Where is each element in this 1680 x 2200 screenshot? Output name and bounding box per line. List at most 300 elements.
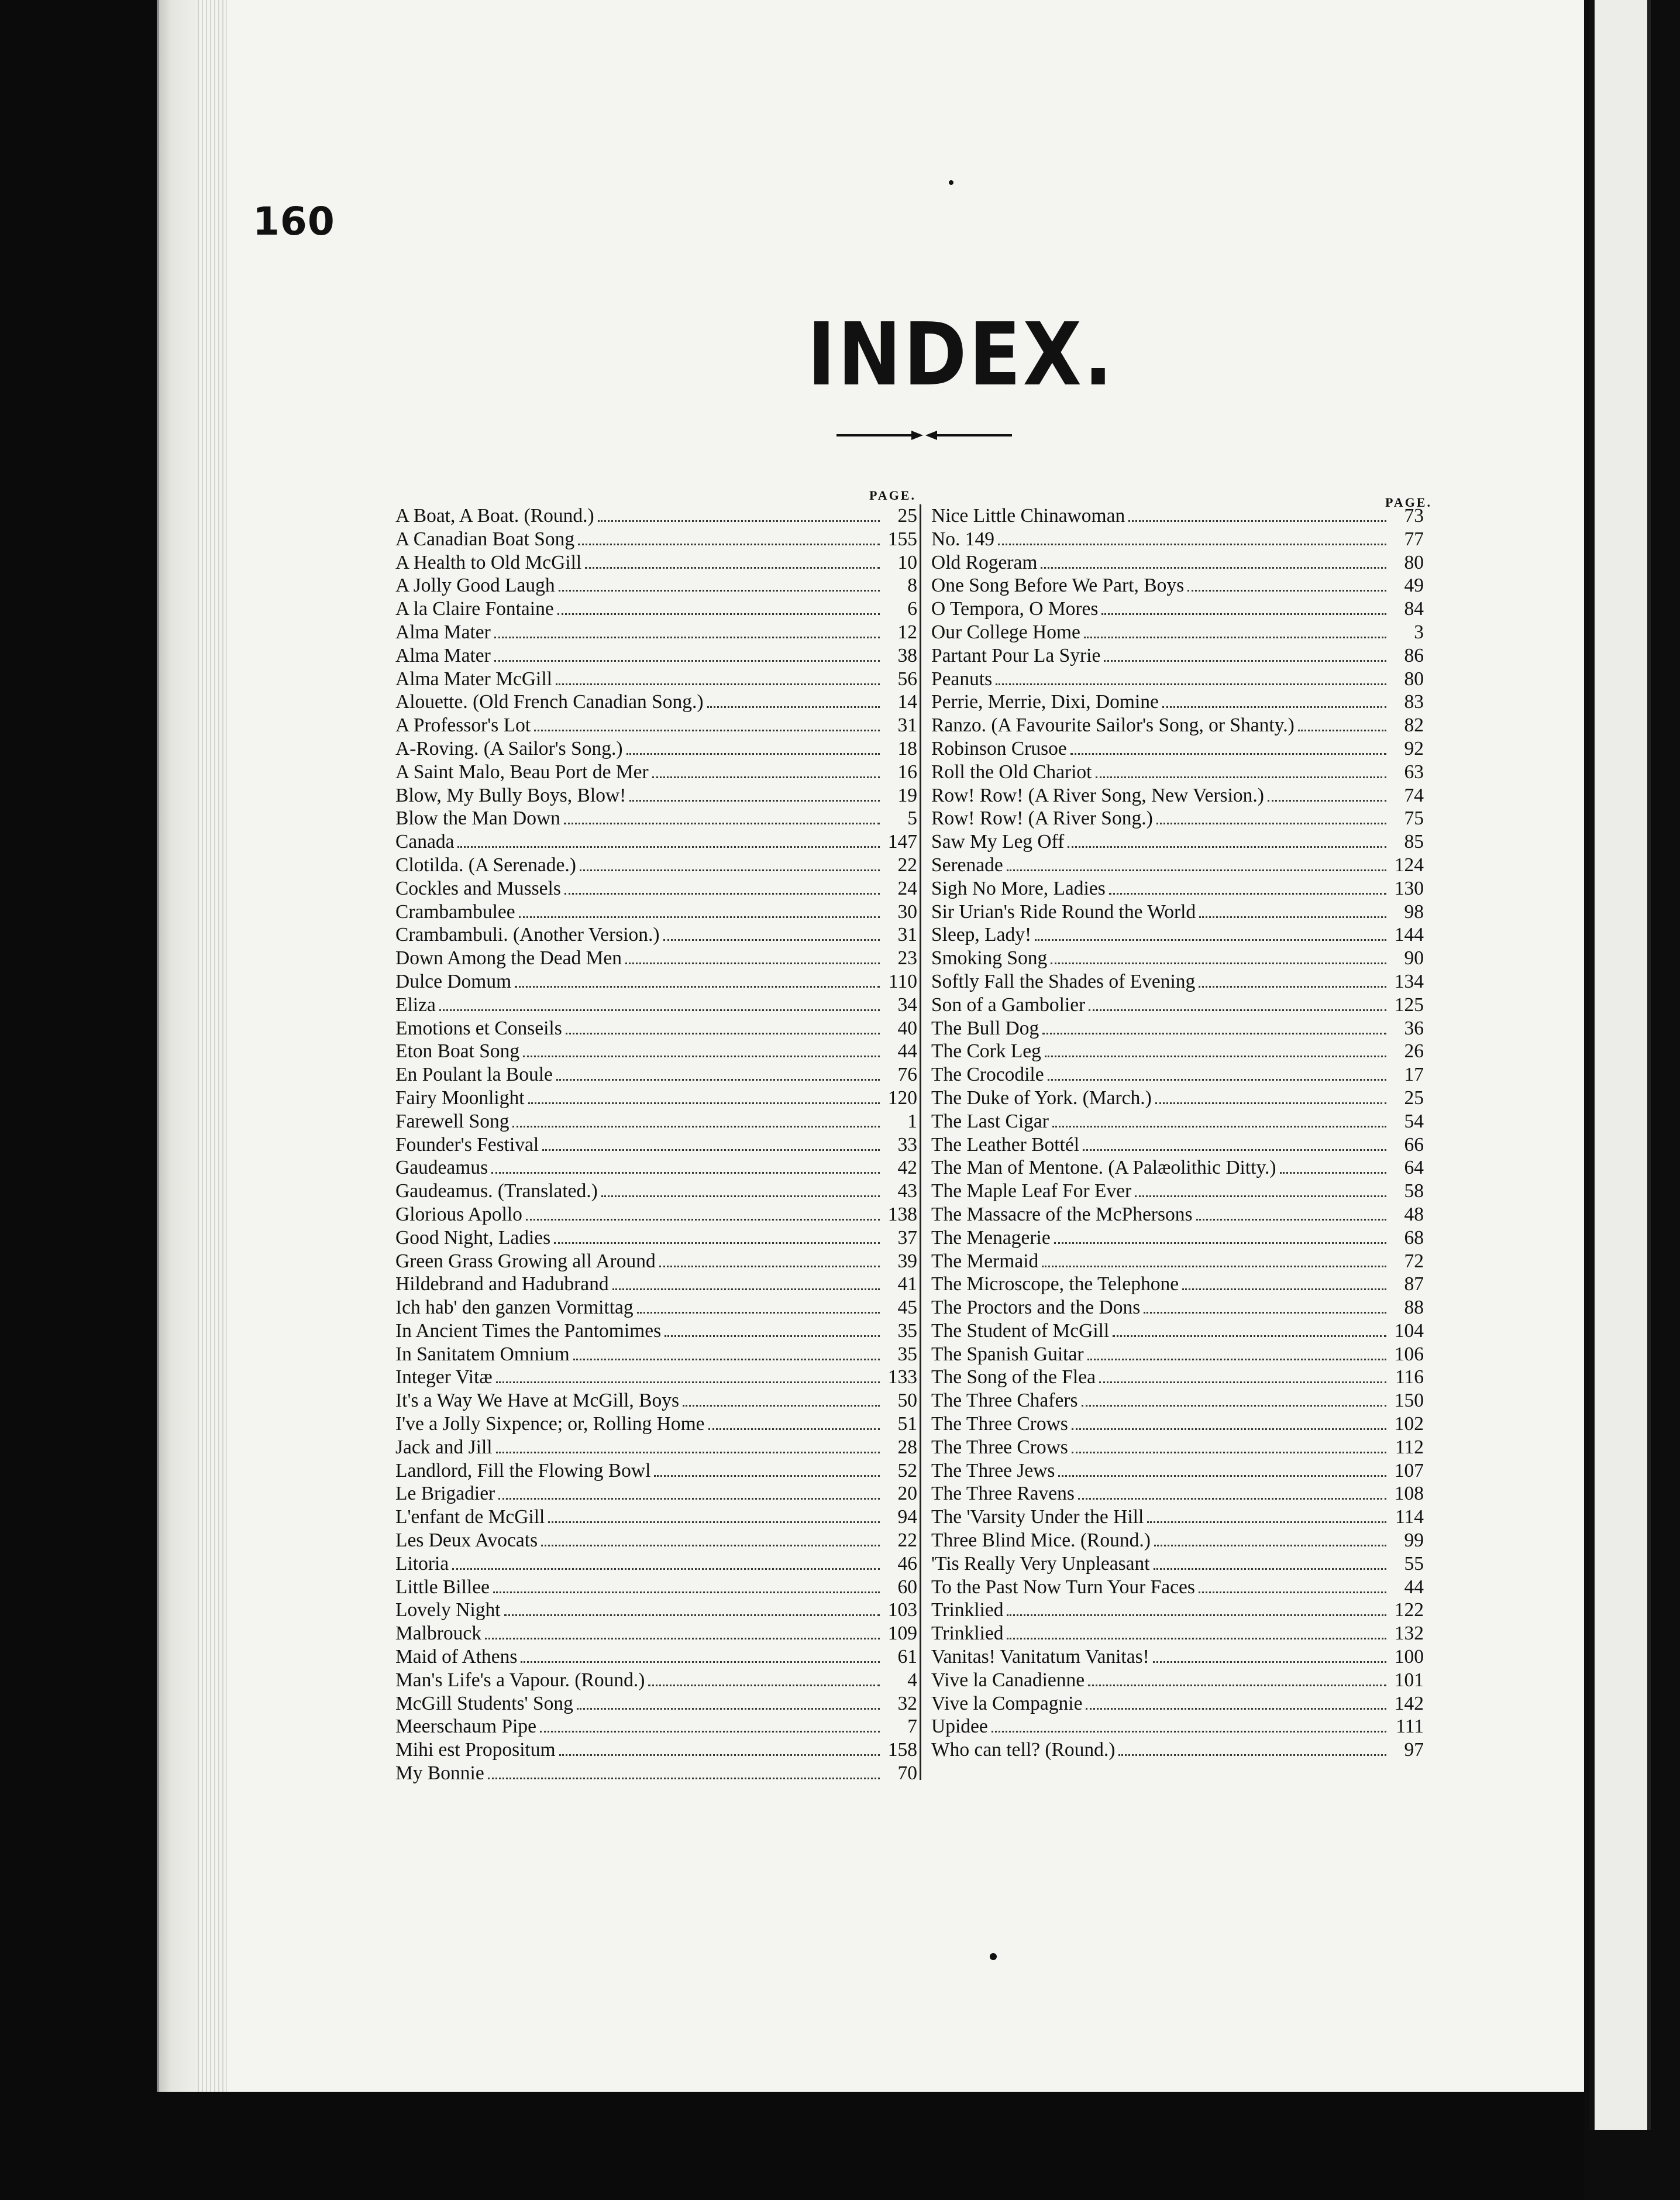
- dot-leader: [559, 1754, 880, 1756]
- dot-leader: [659, 1266, 880, 1267]
- entry-title: Ranzo. (A Favourite Sailor's Song, or Shanty.): [931, 714, 1295, 737]
- index-entry: [395, 854, 917, 877]
- entry-title: Upidee: [931, 1716, 988, 1738]
- entry-title: Alma Mater: [395, 621, 491, 643]
- entry-title: A Saint Malo, Beau Port de Mer: [395, 761, 649, 783]
- index-entry: [931, 1622, 1424, 1645]
- dot-leader: [1007, 869, 1386, 871]
- index-entry: [395, 1319, 917, 1343]
- index-entry: [395, 1482, 917, 1505]
- entry-page-number: 60: [897, 1576, 917, 1598]
- entry-title: A Jolly Good Laugh: [395, 575, 555, 597]
- entry-page-number: 112: [1395, 1436, 1424, 1458]
- dot-leader: [612, 1288, 880, 1290]
- entry-page-number: 24: [897, 877, 917, 899]
- entry-title: Sir Urian's Ride Round the World: [931, 900, 1196, 923]
- entry-title: Row! Row! (A River Song, New Version.): [931, 784, 1264, 806]
- entry-page-number: 107: [1394, 1459, 1424, 1481]
- dot-leader: [1268, 800, 1386, 802]
- index-entry: [395, 574, 917, 597]
- index-entry: [931, 1669, 1424, 1692]
- entry-title: The Three Chafers: [931, 1390, 1078, 1412]
- left-page-column-header: PAGE.: [869, 488, 916, 503]
- entry-title: The Bull Dog: [931, 1017, 1039, 1039]
- entry-page-number: 39: [897, 1250, 917, 1272]
- dot-leader: [504, 1614, 880, 1616]
- entry-title: The Spanish Guitar: [931, 1343, 1084, 1365]
- entry-title: A Boat, A Boat. (Round.): [395, 505, 594, 527]
- dot-leader: [1045, 1056, 1386, 1057]
- entry-page-number: 17: [1404, 1064, 1424, 1086]
- entry-title: Old Rogeram: [931, 551, 1038, 573]
- index-entry: [931, 528, 1424, 551]
- index-entry: [395, 947, 917, 970]
- index-entry: [395, 1087, 917, 1110]
- dot-leader: [1154, 1568, 1386, 1570]
- dot-leader: [663, 939, 880, 941]
- entry-title: A Canadian Boat Song: [395, 528, 575, 550]
- dot-leader: [498, 1498, 880, 1500]
- index-entry: [395, 1412, 917, 1436]
- entry-page-number: 43: [897, 1180, 917, 1202]
- entry-title: Le Brigadier: [395, 1483, 495, 1505]
- dot-leader: [1072, 1452, 1386, 1453]
- entry-page-number: 23: [897, 947, 917, 970]
- entry-page-number: 102: [1394, 1413, 1424, 1435]
- ink-speck: [949, 180, 953, 185]
- dot-leader: [1147, 1521, 1386, 1523]
- entry-title: Emotions et Conseils: [395, 1017, 562, 1039]
- index-entry: [931, 1389, 1424, 1412]
- entry-page-number: 25: [1404, 1087, 1424, 1109]
- column-divider: [920, 504, 921, 1780]
- dot-leader: [654, 1475, 880, 1477]
- index-entry: [395, 690, 917, 714]
- entry-page-number: 76: [897, 1064, 917, 1086]
- dot-leader: [1070, 753, 1386, 755]
- entry-page-number: 86: [1404, 644, 1424, 666]
- entry-page-number: 26: [1404, 1040, 1424, 1063]
- entry-page-number: 5: [907, 807, 917, 830]
- entry-page-number: 44: [897, 1040, 917, 1063]
- index-entry: [395, 1762, 917, 1785]
- dot-leader: [494, 660, 880, 662]
- index-entry: [931, 970, 1424, 994]
- entry-title: Nice Little Chinawoman: [931, 505, 1125, 527]
- index-entry: [931, 1040, 1424, 1063]
- index-entry: [931, 1412, 1424, 1436]
- index-entry: [931, 1482, 1424, 1505]
- index-entry: [931, 644, 1424, 668]
- entry-page-number: 114: [1395, 1506, 1424, 1528]
- index-entry: [931, 923, 1424, 947]
- dot-leader: [1199, 1591, 1386, 1593]
- dot-leader: [541, 1545, 880, 1546]
- ink-speck: [990, 1953, 997, 1960]
- entry-title: A-Roving. (A Sailor's Song.): [395, 737, 623, 759]
- entry-title: The Maple Leaf For Ever: [931, 1180, 1132, 1202]
- entry-page-number: 20: [897, 1483, 917, 1505]
- dot-leader: [1135, 1195, 1386, 1197]
- entry-title: Man's Life's a Vapour. (Round.): [395, 1669, 645, 1691]
- index-entry: [931, 947, 1424, 970]
- dot-leader: [485, 1638, 880, 1639]
- entry-page-number: 46: [897, 1552, 917, 1575]
- dot-leader: [564, 823, 880, 824]
- entry-title: Perrie, Merrie, Dixi, Domine: [931, 691, 1159, 713]
- dot-leader: [1068, 846, 1386, 848]
- index-entry: [395, 994, 917, 1017]
- entry-page-number: 38: [897, 644, 917, 666]
- entry-page-number: 10: [897, 551, 917, 573]
- entry-title: Blow, My Bully Boys, Blow!: [395, 784, 626, 806]
- dot-leader: [493, 1591, 880, 1593]
- entry-page-number: 35: [897, 1343, 917, 1365]
- index-entry: [395, 1389, 917, 1412]
- entry-title: Landlord, Fill the Flowing Bowl: [395, 1459, 651, 1481]
- dot-leader: [556, 683, 880, 685]
- entry-title: Down Among the Dead Men: [395, 947, 622, 970]
- entry-page-number: 51: [897, 1413, 917, 1435]
- dot-leader: [1196, 1219, 1386, 1221]
- dot-leader: [1007, 1614, 1386, 1616]
- index-entry: [395, 621, 917, 644]
- dot-leader: [1187, 590, 1386, 592]
- index-entry: [931, 1110, 1424, 1133]
- entry-page-number: 44: [1404, 1576, 1424, 1598]
- entry-page-number: 63: [1404, 761, 1424, 783]
- index-entry: [931, 597, 1424, 621]
- entry-page-number: 66: [1404, 1133, 1424, 1156]
- dot-leader: [1072, 1428, 1386, 1430]
- dot-leader: [540, 1731, 880, 1732]
- entry-title: The Cork Leg: [931, 1040, 1041, 1063]
- entry-title: Robinson Crusoe: [931, 737, 1067, 759]
- dot-leader: [566, 1033, 880, 1034]
- entry-page-number: 54: [1404, 1110, 1424, 1132]
- index-entry: [395, 528, 917, 551]
- dot-leader: [521, 1661, 880, 1663]
- entry-page-number: 87: [1404, 1273, 1424, 1295]
- entry-page-number: 35: [897, 1319, 917, 1342]
- index-entry: [395, 1552, 917, 1576]
- entry-title: A Health to Old McGill: [395, 551, 582, 573]
- entry-page-number: 100: [1394, 1646, 1424, 1668]
- entry-title: Gaudeamus: [395, 1157, 488, 1179]
- entry-title: Integer Vitæ: [395, 1366, 493, 1388]
- entry-title: Softly Fall the Shades of Evening: [931, 970, 1196, 992]
- entry-page-number: 138: [887, 1203, 917, 1225]
- dot-leader: [1199, 916, 1386, 918]
- entry-page-number: 142: [1394, 1692, 1424, 1714]
- entry-title: Sleep, Lady!: [931, 924, 1032, 946]
- right-index-column: [931, 504, 1424, 1762]
- index-entry: [931, 1715, 1424, 1738]
- entry-title: Sigh No More, Ladies: [931, 877, 1106, 899]
- entry-title: It's a Way We Have at McGill, Boys: [395, 1390, 680, 1412]
- index-entry: [395, 1343, 917, 1366]
- dot-leader: [1109, 893, 1386, 895]
- entry-title: Meerschaum Pipe: [395, 1716, 536, 1738]
- entry-title: The Duke of York. (March.): [931, 1087, 1152, 1109]
- page-number: 160: [253, 199, 335, 244]
- entry-title: In Sanitatem Omnium: [395, 1343, 570, 1365]
- entry-page-number: 155: [887, 528, 917, 550]
- dot-leader: [1199, 986, 1386, 988]
- dot-leader: [1084, 637, 1386, 638]
- entry-title: Vanitas! Vanitatum Vanitas!: [931, 1646, 1149, 1668]
- entry-page-number: 124: [1394, 854, 1424, 876]
- index-entry: [395, 877, 917, 900]
- dot-leader: [580, 869, 880, 871]
- dot-leader: [1182, 1288, 1386, 1290]
- index-entry: [931, 1063, 1424, 1087]
- entry-title: Malbrouck: [395, 1622, 481, 1645]
- entry-page-number: 25: [897, 505, 917, 527]
- entry-page-number: 108: [1394, 1483, 1424, 1505]
- entry-title: Glorious Apollo: [395, 1203, 522, 1225]
- entry-page-number: 104: [1394, 1319, 1424, 1342]
- entry-page-number: 120: [887, 1087, 917, 1109]
- entry-title: The Proctors and the Dons: [931, 1297, 1141, 1319]
- entry-title: The 'Varsity Under the Hill: [931, 1506, 1144, 1528]
- dot-leader: [1007, 1638, 1386, 1639]
- entry-title: The Three Jews: [931, 1459, 1055, 1481]
- dot-leader: [1051, 962, 1386, 964]
- dot-leader: [585, 567, 880, 569]
- entry-title: Row! Row! (A River Song.): [931, 807, 1153, 830]
- entry-title: Alouette. (Old French Canadian Song.): [395, 691, 704, 713]
- index-entry: [931, 1203, 1424, 1226]
- dot-leader: [1041, 567, 1386, 569]
- entry-page-number: 30: [897, 900, 917, 923]
- dot-leader: [1089, 1009, 1386, 1011]
- index-entry: [395, 551, 917, 575]
- index-entry: [395, 1110, 917, 1133]
- index-entry: [395, 1203, 917, 1226]
- dot-leader: [1096, 776, 1387, 778]
- entry-page-number: 125: [1394, 994, 1424, 1016]
- entry-page-number: 158: [887, 1739, 917, 1761]
- entry-title: Eliza: [395, 994, 436, 1016]
- entry-title: Little Billee: [395, 1576, 490, 1598]
- entry-page-number: 31: [897, 714, 917, 737]
- entry-page-number: 98: [1404, 900, 1424, 923]
- dot-leader: [707, 706, 880, 708]
- entry-page-number: 134: [1394, 970, 1424, 992]
- dot-leader: [1099, 1381, 1386, 1383]
- entry-title: The Mermaid: [931, 1250, 1039, 1272]
- entry-title: Trinklied: [931, 1622, 1004, 1645]
- entry-page-number: 83: [1404, 691, 1424, 713]
- index-entry: [931, 1319, 1424, 1343]
- entry-title: A la Claire Fontaine: [395, 598, 554, 620]
- index-entry: [395, 1738, 917, 1762]
- entry-title: Good Night, Ladies: [395, 1226, 551, 1249]
- entry-title: No. 149: [931, 528, 994, 550]
- entry-title: Smoking Song: [931, 947, 1048, 970]
- index-entry: [395, 784, 917, 807]
- dot-leader: [557, 613, 880, 615]
- entry-page-number: 3: [1414, 621, 1424, 643]
- entry-title: The Three Crows: [931, 1436, 1068, 1458]
- dot-leader: [577, 1708, 880, 1710]
- page-gutter: [157, 0, 200, 2092]
- dot-leader: [457, 846, 880, 848]
- entry-page-number: 45: [897, 1297, 917, 1319]
- index-entry: [931, 1133, 1424, 1157]
- index-entry: [395, 1576, 917, 1599]
- entry-title: Roll the Old Chariot: [931, 761, 1092, 783]
- entry-title: Vive la Canadienne: [931, 1669, 1085, 1691]
- index-entry: [931, 994, 1424, 1017]
- entry-page-number: 4: [907, 1669, 917, 1691]
- entry-page-number: 73: [1404, 505, 1424, 527]
- entry-page-number: 1: [907, 1110, 917, 1132]
- dot-leader: [542, 1149, 880, 1151]
- entry-title: In Ancient Times the Pantomimes: [395, 1319, 662, 1342]
- entry-title: The Crocodile: [931, 1064, 1044, 1086]
- entry-page-number: 111: [1396, 1716, 1424, 1738]
- entry-page-number: 77: [1404, 528, 1424, 550]
- entry-page-number: 70: [897, 1762, 917, 1785]
- index-entry: [395, 1133, 917, 1157]
- index-entry: [395, 504, 917, 528]
- entry-title: Maid of Athens: [395, 1646, 518, 1668]
- dot-leader: [1048, 1079, 1386, 1081]
- dot-leader: [1042, 1033, 1386, 1034]
- entry-page-number: 132: [1394, 1622, 1424, 1645]
- index-entry: [395, 1529, 917, 1552]
- entry-title: Alma Mater McGill: [395, 668, 552, 690]
- entry-title: Ich hab' den ganzen Vormittag: [395, 1297, 634, 1319]
- entry-page-number: 18: [897, 737, 917, 759]
- entry-title: Mihi est Propositum: [395, 1739, 556, 1761]
- entry-title: The Three Crows: [931, 1413, 1068, 1435]
- index-entry: [931, 1250, 1424, 1273]
- entry-title: I've a Jolly Sixpence; or, Rolling Home: [395, 1413, 705, 1435]
- index-entry: [931, 807, 1424, 830]
- entry-page-number: 19: [897, 784, 917, 806]
- index-entry: [931, 877, 1424, 900]
- index-entry: [395, 970, 917, 994]
- index-entry: [931, 574, 1424, 597]
- entry-page-number: 103: [887, 1599, 917, 1621]
- entry-title: The Microscope, the Telephone: [931, 1273, 1179, 1295]
- dot-leader: [1088, 1685, 1386, 1686]
- entry-title: The Man of Mentone. (A Palæolithic Ditty.): [931, 1157, 1276, 1179]
- entry-page-number: 133: [887, 1366, 917, 1388]
- entry-page-number: 7: [907, 1716, 917, 1738]
- index-entry: [931, 690, 1424, 714]
- index-entry: [395, 1296, 917, 1319]
- index-entry: [931, 1599, 1424, 1622]
- dot-leader: [1078, 1498, 1386, 1500]
- index-entry: [931, 1576, 1424, 1599]
- entry-title: O Tempora, O Mores: [931, 598, 1099, 620]
- entry-title: The Leather Bottél: [931, 1133, 1080, 1156]
- entry-page-number: 22: [897, 854, 917, 876]
- dot-leader: [548, 1521, 880, 1523]
- entry-title: The Last Cigar: [931, 1110, 1049, 1132]
- entry-page-number: 55: [1404, 1552, 1424, 1575]
- entry-page-number: 116: [1395, 1366, 1424, 1388]
- dot-leader: [452, 1568, 880, 1570]
- index-entry: [395, 1715, 917, 1738]
- entry-title: To the Past Now Turn Your Faces: [931, 1576, 1195, 1598]
- entry-page-number: 110: [888, 970, 917, 992]
- entry-title: Les Deux Avocats: [395, 1529, 538, 1552]
- entry-page-number: 94: [897, 1506, 917, 1528]
- index-entry: [931, 1296, 1424, 1319]
- entry-title: Green Grass Growing all Around: [395, 1250, 656, 1272]
- index-entry: [931, 621, 1424, 644]
- entry-page-number: 42: [897, 1157, 917, 1179]
- entry-page-number: 106: [1394, 1343, 1424, 1365]
- dot-leader: [629, 800, 880, 802]
- entry-page-number: 31: [897, 924, 917, 946]
- entry-page-number: 41: [897, 1273, 917, 1295]
- entry-page-number: 82: [1404, 714, 1424, 737]
- entry-page-number: 48: [1404, 1203, 1424, 1225]
- entry-title: My Bonnie: [395, 1762, 484, 1785]
- entry-page-number: 80: [1404, 551, 1424, 573]
- entry-page-number: 144: [1394, 924, 1424, 946]
- dot-leader: [1086, 1708, 1386, 1710]
- index-entry: [395, 1017, 917, 1040]
- entry-page-number: 40: [897, 1017, 917, 1039]
- index-entry: [931, 1226, 1424, 1250]
- dot-leader: [1155, 1102, 1386, 1104]
- page-edge: [198, 0, 227, 2092]
- entry-title: Serenade: [931, 854, 1003, 876]
- dot-leader: [1280, 1172, 1386, 1174]
- dot-leader: [637, 1312, 880, 1314]
- entry-page-number: 61: [897, 1646, 917, 1668]
- index-entry: [395, 830, 917, 854]
- dot-leader: [665, 1335, 880, 1337]
- entry-page-number: 88: [1404, 1297, 1424, 1319]
- index-entry: [395, 923, 917, 947]
- index-entry: [931, 761, 1424, 784]
- entry-page-number: 50: [897, 1390, 917, 1412]
- entry-title: Saw My Leg Off: [931, 831, 1065, 853]
- entry-title: The Song of the Flea: [931, 1366, 1096, 1388]
- index-entry: [931, 784, 1424, 807]
- dot-leader: [573, 1359, 880, 1360]
- dot-leader: [708, 1428, 880, 1430]
- index-entry: [395, 1063, 917, 1087]
- dot-leader: [439, 1009, 880, 1011]
- index-entry: [395, 597, 917, 621]
- entry-title: The Menagerie: [931, 1226, 1051, 1249]
- dot-leader: [683, 1405, 880, 1407]
- entry-page-number: 99: [1404, 1529, 1424, 1552]
- entry-title: Peanuts: [931, 668, 993, 690]
- index-entry: [395, 1040, 917, 1063]
- entry-page-number: 16: [897, 761, 917, 783]
- index-entry: [395, 737, 917, 761]
- dot-leader: [1054, 1242, 1386, 1244]
- entry-title: Partant Pour La Syrie: [931, 644, 1101, 666]
- dot-leader: [1162, 706, 1386, 708]
- index-entry: [395, 900, 917, 924]
- entry-page-number: 122: [1394, 1599, 1424, 1621]
- entry-title: Lovely Night: [395, 1599, 501, 1621]
- index-entry: [395, 714, 917, 737]
- right-page-column-header: PAGE.: [1385, 495, 1432, 510]
- entry-title: L'enfant de McGill: [395, 1506, 545, 1528]
